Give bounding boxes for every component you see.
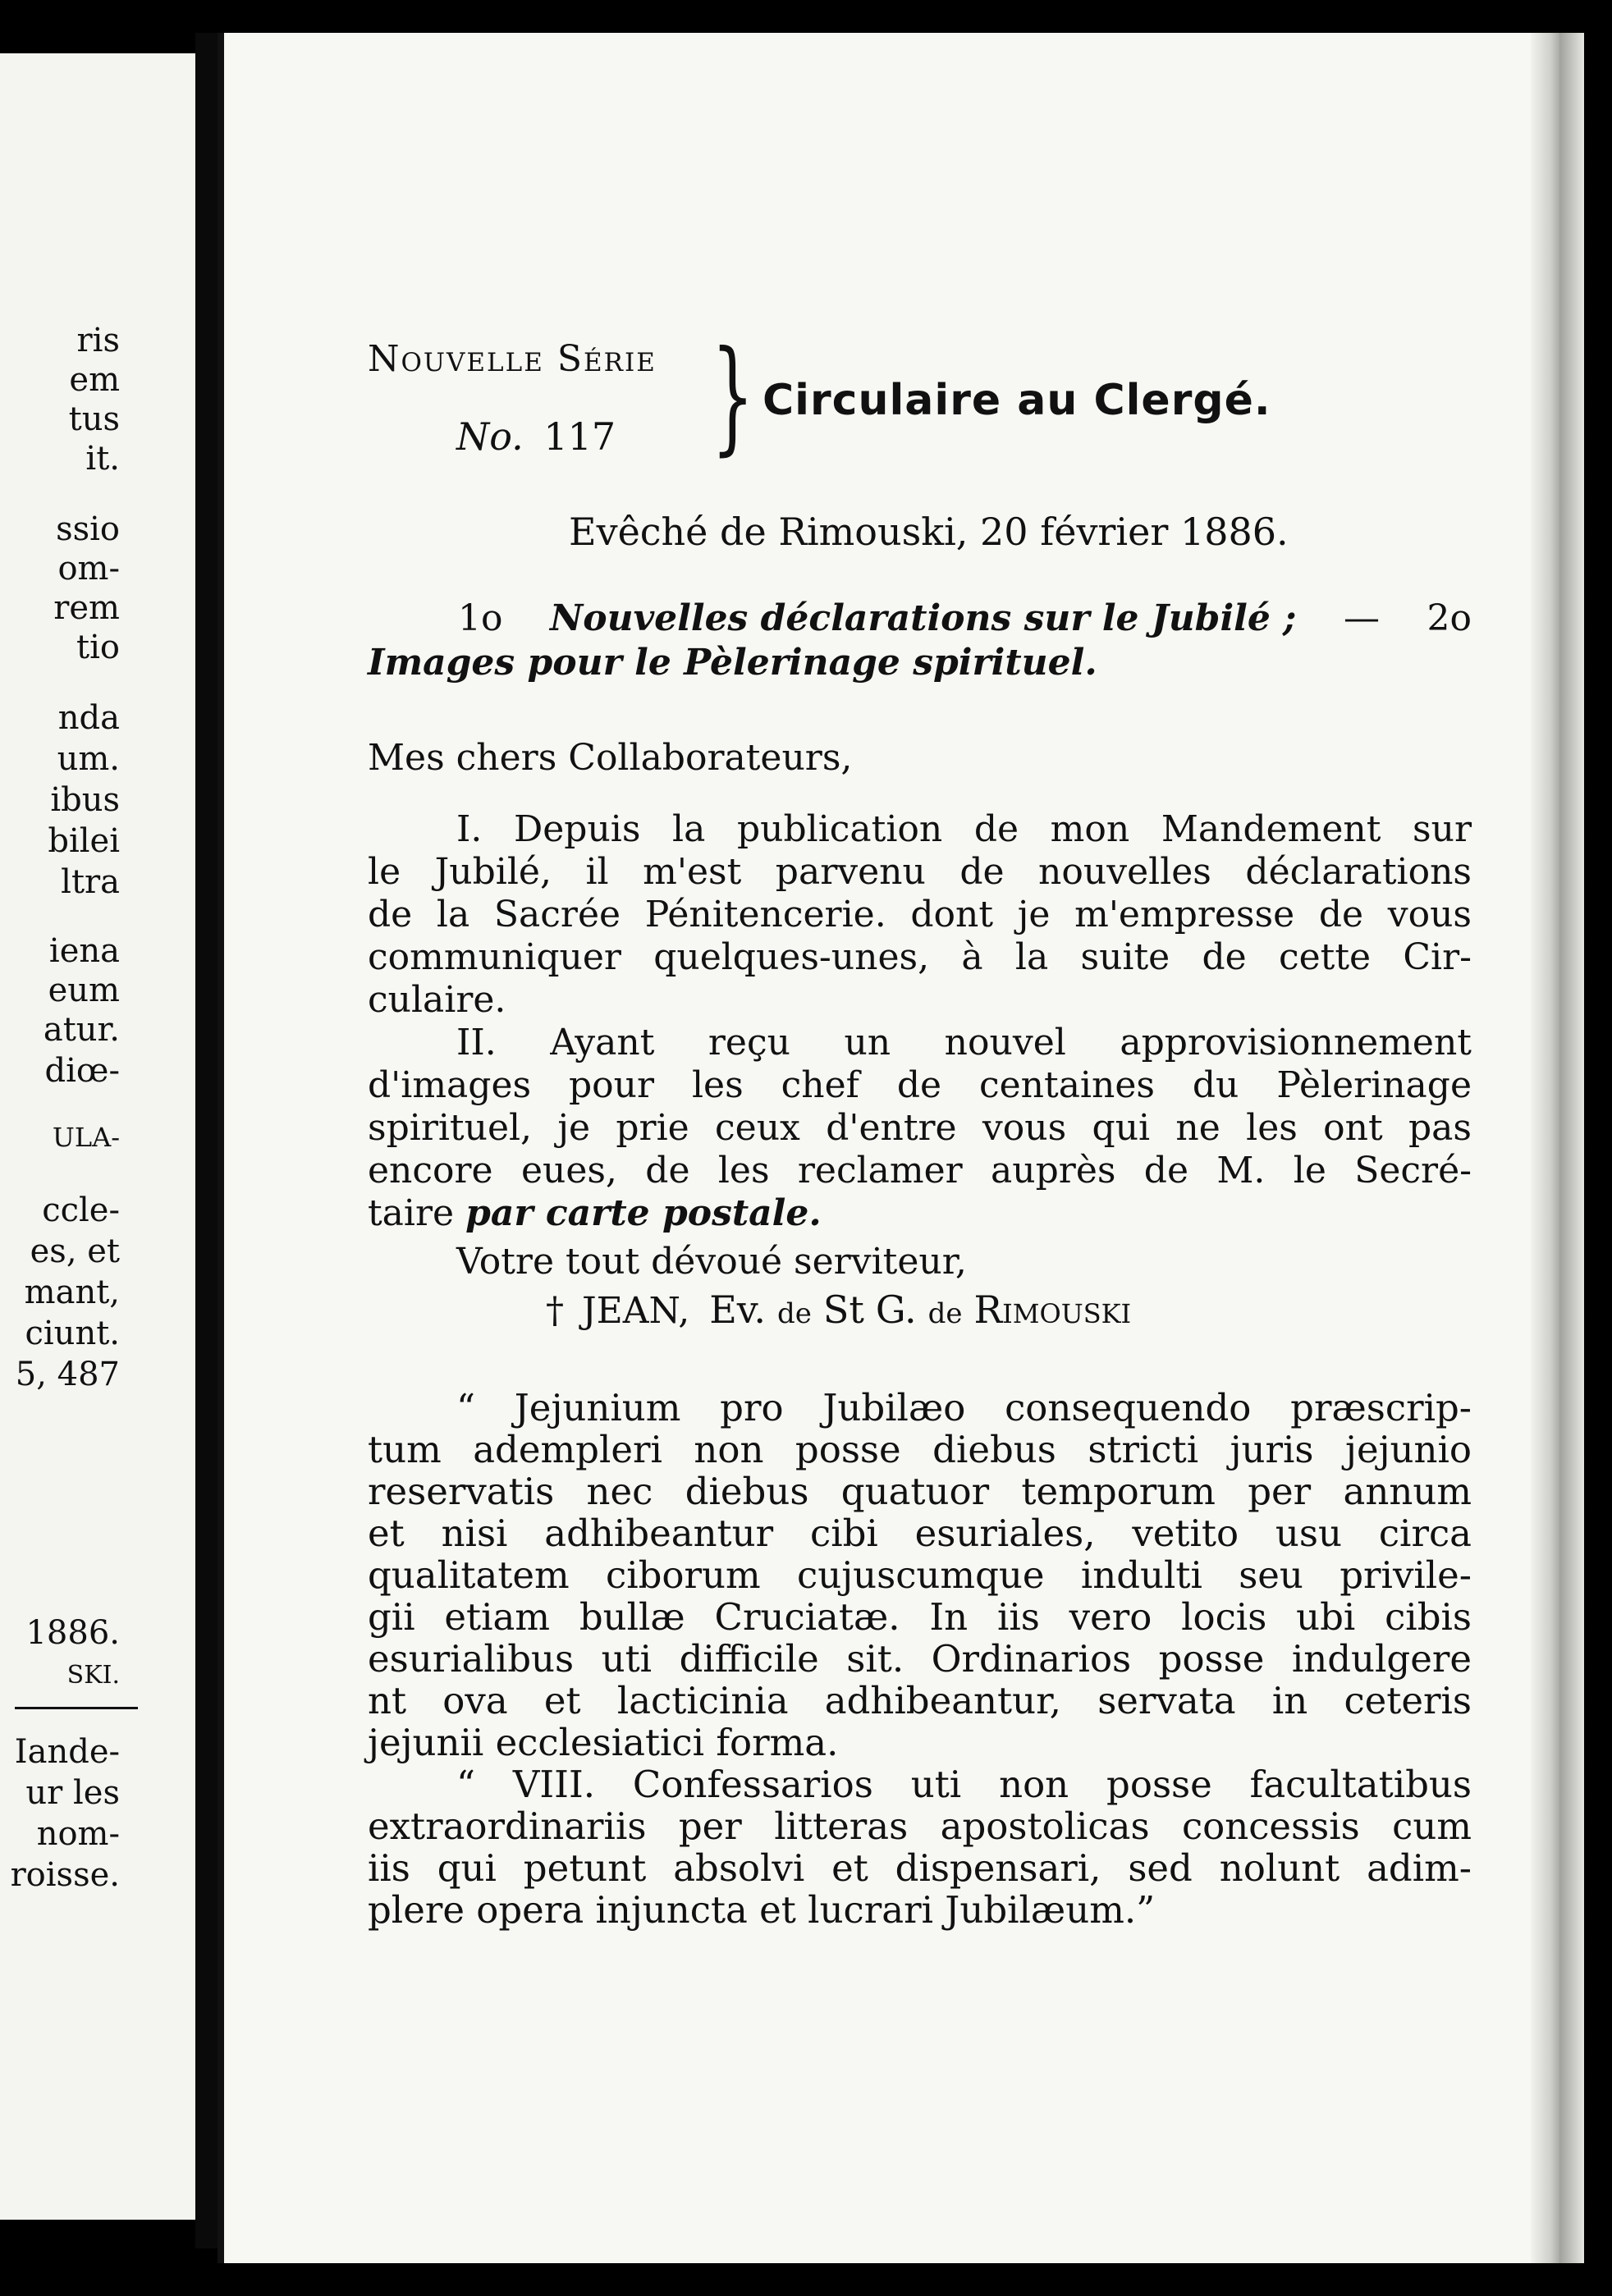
- signature: † JEAN, Ev. de St G. de Rimouski: [546, 1287, 1132, 1332]
- latin-1-line: gii etiam bullæ Cruciatæ. In iis vero locis ubi cibis: [368, 1595, 1472, 1639]
- paragraph-1-line: le Jubilé, il m'est parvenu de nouvelles déclarations: [368, 851, 1472, 893]
- left-line: ccle-: [42, 1191, 120, 1229]
- paragraph-2-line: encore eues, de les reclamer auprès de M. le Secré-: [368, 1150, 1472, 1191]
- paragraph-1-line: communiquer quelques-unes, à la suite de cette Cir-: [368, 936, 1472, 978]
- left-line: rem: [53, 589, 120, 627]
- left-line: ciunt.: [25, 1315, 120, 1352]
- latin-2-line: extraordinariis per litteras apostolicas concessis cum: [368, 1804, 1472, 1848]
- left-line: ris: [76, 322, 120, 359]
- latin-1-line: nt ova et lacticinia adhibeantur, servata in ceteris: [368, 1679, 1472, 1722]
- topics-line-1: 1o Nouvelles déclarations sur le Jubilé ; — 2o: [458, 597, 1472, 639]
- left-line: em: [69, 361, 120, 399]
- latin-1-line: reservatis nec diebus quatuor temporum per annum: [368, 1470, 1472, 1513]
- left-line: eum: [48, 972, 120, 1009]
- salutation: Mes chers Collaborateurs,: [368, 737, 853, 779]
- left-line: Iande-: [14, 1733, 120, 1771]
- latin-1-line: qualitatem ciborum cujuscumque indulti seu privile-: [368, 1553, 1472, 1597]
- series-label: Nouvelle Série: [368, 338, 657, 380]
- latin-1-line: jejunii ecclesiatici forma.: [368, 1721, 839, 1764]
- header-brace: }: [711, 325, 754, 468]
- latin-1-line: “ Jejunium pro Jubilæo consequendo præscrip-: [456, 1386, 1472, 1429]
- left-line: SKI.: [66, 1661, 120, 1690]
- left-line: 5, 487: [15, 1356, 120, 1393]
- left-line: tio: [76, 629, 120, 666]
- left-line: ltra: [61, 863, 120, 901]
- latin-2-line: iis qui petunt absolvi et dispensari, sed nolunt adim-: [368, 1846, 1472, 1890]
- paragraph-2-line: d'images pour les chef de centaines du Pèlerinage: [368, 1064, 1472, 1106]
- latin-1-line: tum adempleri non posse diebus stricti juris jejunio: [368, 1428, 1472, 1471]
- paragraph-2-line: II. Ayant reçu un nouvel approvisionnement: [456, 1022, 1472, 1063]
- left-line: 1886.: [25, 1614, 120, 1652]
- left-line: ssio: [56, 510, 120, 548]
- previous-page-fragment: [0, 53, 198, 2220]
- left-line: diœ-: [44, 1052, 120, 1090]
- left-line: roisse.: [10, 1856, 120, 1894]
- latin-2-line: “ VIII. Confessarios uti non posse facultatibus: [456, 1763, 1472, 1806]
- left-line: bilei: [48, 822, 120, 860]
- closing: Votre tout dévoué serviteur,: [456, 1241, 967, 1283]
- left-line: iena: [48, 932, 120, 970]
- left-rule: [15, 1707, 138, 1709]
- topics-line-2: Images pour le Pèlerinage spirituel.: [368, 642, 1097, 684]
- latin-1-line: esurialibus uti difficile sit. Ordinarios posse indulgere: [368, 1637, 1472, 1681]
- left-line: atur.: [43, 1011, 120, 1049]
- left-line: nom-: [36, 1815, 120, 1853]
- left-line: ur les: [25, 1774, 120, 1812]
- book-gutter: [195, 33, 220, 2248]
- paragraph-2-last-line: taire par carte postale.: [368, 1192, 822, 1234]
- left-line: nda: [57, 699, 120, 737]
- dateline: Evêché de Rimouski, 20 février 1886.: [569, 510, 1289, 554]
- left-line: es, et: [30, 1233, 120, 1270]
- circular-title: Circulaire au Clergé.: [762, 376, 1271, 425]
- left-line: um.: [57, 740, 120, 778]
- paragraph-1-line: culaire.: [368, 979, 506, 1021]
- left-line: om-: [57, 550, 120, 588]
- paragraph-1-line: I. Depuis la publication de mon Mandement sur: [456, 808, 1472, 850]
- page-edge: [1559, 33, 1584, 2263]
- paragraph-2-line: spirituel, je prie ceux d'entre vous qui ne les ont pas: [368, 1107, 1472, 1149]
- document-page: [218, 33, 1564, 2263]
- left-line: ULA-: [52, 1122, 120, 1153]
- left-line: tus: [68, 400, 120, 438]
- left-line: it.: [85, 440, 120, 478]
- paragraph-1-line: de la Sacrée Pénitencerie. dont je m'empresse de vous: [368, 894, 1472, 935]
- latin-2-line: plere opera injuncta et lucrari Jubilæum.”: [368, 1888, 1156, 1932]
- latin-1-line: et nisi adhibeantur cibi esuriales, vetito usu circa: [368, 1512, 1472, 1555]
- left-line: ibus: [50, 781, 120, 819]
- left-line: mant,: [24, 1274, 120, 1311]
- issue-number: No. 117: [456, 414, 616, 459]
